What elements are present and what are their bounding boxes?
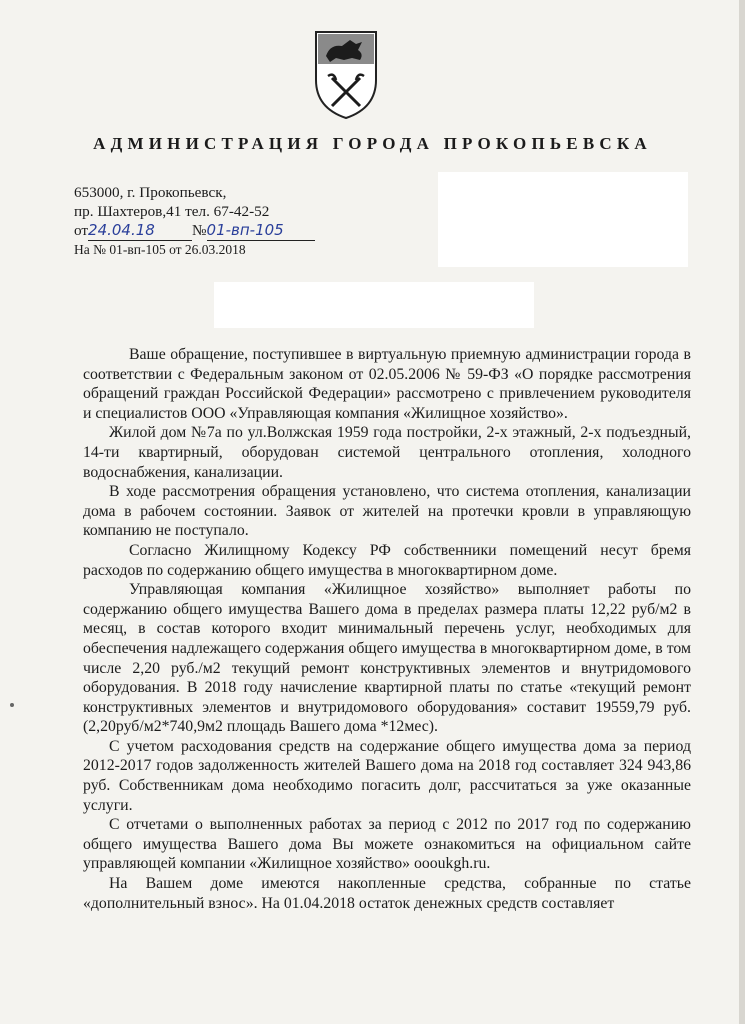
outgoing-number: 01-вп-105 — [207, 221, 315, 241]
address-line-1: 653000, г. Прокопьевск, — [74, 184, 227, 201]
reference-line: На № 01-вп-105 от 26.03.2018 — [74, 242, 246, 257]
outgoing-date: 24.04.18 — [88, 221, 192, 241]
city-coat-of-arms-icon — [312, 28, 380, 120]
paragraph: Жилой дом №7а по ул.Волжская 1959 года постройки, 2-х этажный, 2-х подъездный, 14-ти квартирный, оборудован системой центрального отопления, холодного водоснабжения, канализации. — [83, 424, 691, 481]
outgoing-date-number — [74, 221, 315, 240]
paragraph: Управляющая компания «Жилищное хозяйство» выполняет работы по содержанию общего имущества Вашего дома в пределах размера платы 12,22 руб/м2 в месяц, в состав которого входит минимальный перечень услуг, необходимых для обеспечения надлежащего содержания общего имущества в многоквартирном доме, в том числе 2,20 руб./м2 текущий ремонт конструктивных элементов и внутридомового оборудования. В 2018 году начисление квартирной платы по статье «текущий ремонт конструктивных элементов и внутридомового оборудования» составит 19559,79 руб. (2,20руб/м2*740,9м2 площадь Вашего дома *12мес). — [83, 581, 691, 736]
redacted-recipient-box-2 — [214, 282, 534, 328]
paragraph: На Вашем доме имеются накопленные средства, собранные по статье «дополнительный взнос». На 01.04.2018 остаток денежных средств составляет — [83, 875, 691, 912]
redacted-recipient-box — [438, 172, 688, 267]
scan-speck — [10, 703, 14, 707]
address-line-2: пр. Шахтеров,41 тел. 67-42-52 — [74, 203, 270, 220]
scan-edge — [739, 0, 745, 1024]
outgoing-prefix: от — [74, 222, 89, 239]
organization-title: АДМИНИСТРАЦИЯ ГОРОДА ПРОКОПЬЕВСКА — [93, 134, 652, 153]
number-sign: № — [192, 222, 207, 239]
paragraph: В ходе рассмотрения обращения установлено, что система отопления, канализации дома в рабочем состоянии. Заявок от жителей на протечки кровли в управляющую компанию не поступало. — [83, 483, 691, 540]
sender-address-block — [74, 183, 315, 259]
paragraph: Ваше обращение, поступившее в виртуальную приемную администрации города в соответствии с Федеральным законом от 02.05.2006 № 59-ФЗ «О порядке рассмотрения обращений граждан Российской Федерации» рассмотрено с привлечением руководителя и специалистов ООО «Управляющая компания «Жилищное хозяйство». — [83, 346, 691, 422]
paragraph: С учетом расходования средств на содержание общего имущества дома за период 2012-2017 годов задолженность жителей Вашего дома на 2018 год составляет 324 943,86 руб. Собственникам дома необходимо погасить долг, рассчитаться за уже оказанные услуги. — [83, 737, 691, 814]
letter-body — [83, 345, 691, 913]
paragraph: С отчетами о выполненных работах за период с 2012 по 2017 год по содержанию общего имущества Вашего дома Вы можете ознакомиться на официальном сайте управляющей компании «Жилищное хозяйство» oooukgh.ru. — [83, 816, 691, 873]
paragraph: Согласно Жилищному Кодексу РФ собственники помещений несут бремя расходов по содержанию общего имущества в многоквартирном доме. — [83, 541, 691, 579]
